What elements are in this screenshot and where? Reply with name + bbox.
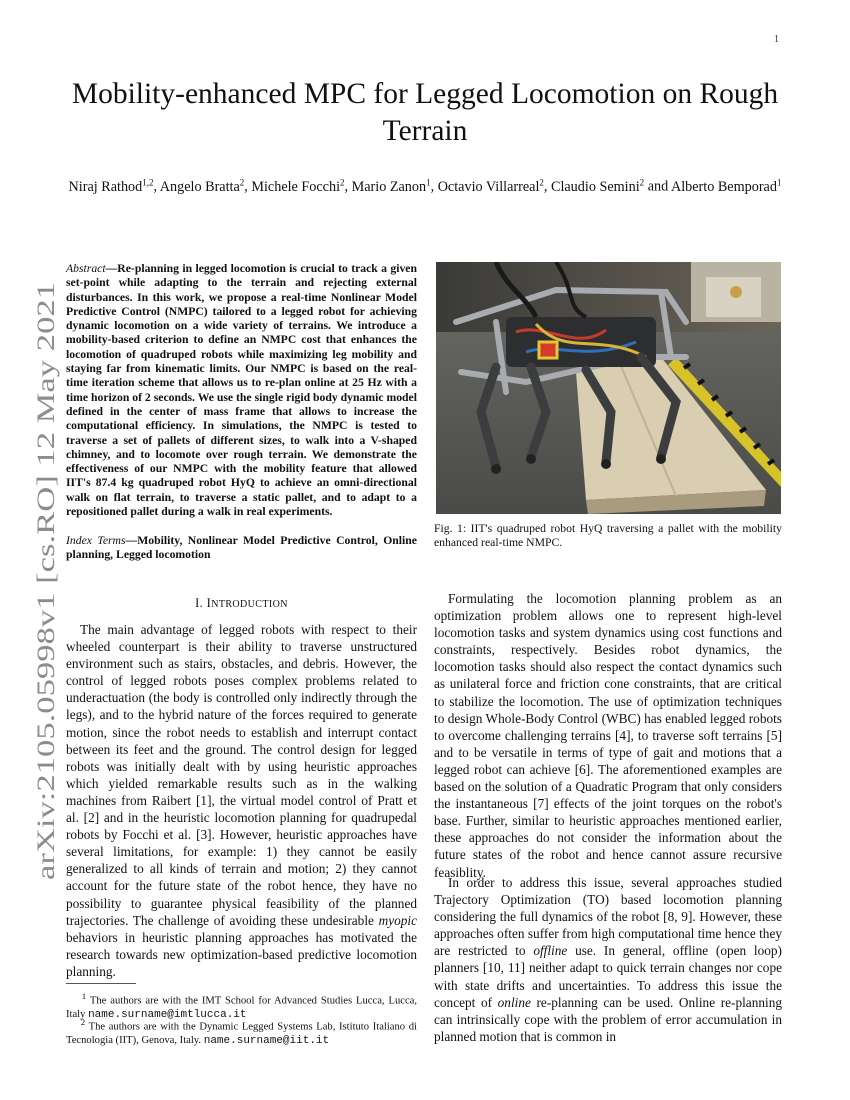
author-affiliation: 1: [426, 177, 431, 187]
author: Michele Focchi$^2$: [251, 177, 345, 195]
author: Mario Zanon$^1$: [351, 177, 431, 195]
figure-caption: Fig. 1: IIT's quadruped robot HyQ traversing a pallet with the mobility enhanced real-time NMPC.: [434, 522, 782, 550]
author: Octavio Villarreal$^2$: [437, 177, 544, 195]
author-affiliation: 2: [539, 177, 544, 187]
footnote-email: name.surname@imtlucca.it: [88, 1008, 247, 1021]
italic-term: online: [497, 994, 531, 1010]
robot-photo: [436, 262, 781, 514]
footnote-mark: 2: [80, 1017, 86, 1027]
right-paragraph-2: [434, 874, 782, 1045]
paper-title: Mobility-enhanced MPC for Legged Locomotion on Rough Terrain: [71, 78, 779, 147]
author-list: Niraj Rathod$^{1,2}$, Angelo Bratta$^2$, Michele Focchi$^2$, Mario Zanon$^1$, Octavio Villarreal$^2$, Claudio Semini$^2$ and Alberto Bemporad$^1$: [68, 177, 782, 195]
footnote-text: The authors are with the IMT School for Advanced Studies Lucca, Lucca, Italy: [66, 995, 417, 1020]
footnote-2: [66, 1016, 417, 1048]
arxiv-id: arXiv:2105.05998v1 [cs.RO] 12 May 2021: [31, 439, 60, 880]
index-terms-text: —Mobility, Nonlinear Model Predictive Control, Online planning, Legged locomotion: [66, 534, 417, 562]
section-heading: I. INTRODUCTION: [195, 596, 288, 610]
author-affiliation: 2: [340, 177, 345, 187]
footnote-rule: [66, 983, 136, 984]
intro-text: The main advantage of legged robots with respect to their wheeled counterpart is their ability to traverse unstructured environment such as stairs, obstacles, and debris. However, the control of legged robots poses complex problems related to underactuation (the body is controlled only indirectly through the legs), and to the hybrid nature of the forces required to generate motion, since the robot needs to establish and interrupt contact between its feet and the ground. The control design for legged robots was initially dealt with by using heuristic approaches which yielded remarkable results such as in the walking machines from Raibert [1], the virtual model control of Pratt et al. [2] and in the heuristic locomotion planning for quadrupedal robots by Focchi et al. [3]. However, heuristic approaches have several limitations, for example: 1) they cannot be easily generalized to all kinds of terrain and motion; 2) they cannot account for the future state of the robot hence, they have no possibility to guarantee physical feasibility of the planned trajectories. The challenge of avoiding these undesirable: [66, 622, 417, 928]
author-affiliation: 1: [776, 177, 782, 187]
text-segment: In order to address this issue, several approaches studied Trajectory Optimization (TO) based locomotion planning considering the full dynamics of the robot [8, 9]. However, these approaches often suffer from high computational time hence they are restricted to: [434, 875, 782, 959]
abstract-text: —Re-planning in legged locomotion is crucial to track a given set-point while adapting to the terrain and rejecting external disturbances. In this work, we propose a real-time Nonlinear Model Predictive Control (NMPC) tailored to a legged robot for achieving dynamic locomotion on a wide variety of terrains. We introduce a mobility-based criterion to define an NMPC cost that enhances the locomotion of quadruped robots while maximizing leg mobility and staying far from kinematic limits. Our NMPC is based on the real-time iteration scheme that allows us to re-plan online at 25 Hz with a time horizon of 2 seconds. We use the single rigid body dynamic model defined in the center of mass frame that allows to increase the computational efficiency. In simulations, the NMPC is tested to traverse a set of pallets of different sizes, to walk into a V-shaped chimney, and to locomote over rough terrain. We demonstrate the effectiveness of our NMPC with the mobility feature that allowed IIT's 87.4 kg quadruped robot HyQ to achieve an omni-directional walk on flat terrain, to traverse a static pallet, and to adapt to a repositioned pallet during a walk in real experiments.: [66, 262, 417, 519]
author-affiliation: 2: [639, 177, 645, 187]
footnote-mark: 1: [81, 991, 87, 1001]
author-affiliation: 1,2: [142, 177, 154, 187]
abstract-lead: Abstract: [66, 262, 106, 275]
arxiv-stamp: [14, 280, 64, 880]
intro-italic: myopic: [378, 912, 418, 928]
footnote-text: The authors are with the Dynamic Legged Systems Lab, Istituto Italiano di Tecnologia (IIT), Genova, Italy.: [66, 1021, 417, 1046]
italic-term: offline: [533, 943, 568, 959]
author-affiliation: 2: [239, 177, 245, 187]
index-terms: [66, 534, 417, 563]
right-paragraph-1: Formulating the locomotion planning problem as an optimization problem allows one to represent high-level locomotion tasks and system dynamics using cost functions and constraints, respectively. Besides robot dynamics, the locomotion tasks should also respect the contact dynamics such as unilateral force and friction cone constraints, that are critical to stabilize the locomotion. The use of optimization techniques to design Whole-Body Control (WBC) has enabled legged robots to overcome challenging terrains [4], to traverse soft terrains [5] and to be versatile in terms of type of gait and motions that a legged robot can achieve [6]. The aforementioned examples are based on the solution of a Quadratic Program that only considers the instantaneous [7] effects of the joint torques on the robot's base. Further, similar to heuristic approaches mentioned earlier, these approaches do not consider the information about the future states of the robot and hence cannot assure recursive feasiblity.: [434, 591, 782, 880]
intro-paragraph: [66, 621, 417, 980]
author: Angelo Bratta$^2$: [159, 177, 245, 195]
author: Niraj Rathod$^{1,2}$: [68, 177, 154, 195]
abstract: [66, 262, 417, 519]
author: Claudio Semini$^2$: [550, 177, 645, 195]
author: Alberto Bemporad$^1$: [670, 177, 782, 195]
intro-tail: behaviors in heuristic planning approaches has motivated the research towards new optimization-based predictive locomotion planning.: [66, 929, 417, 979]
page-number: 1: [774, 34, 779, 45]
footnote-email: name.surname@iit.it: [203, 1034, 330, 1047]
index-terms-lead: Index Terms: [66, 534, 126, 547]
text-segment: use. In general, offline (open loop) planners [10, 11] neither adapt to quick terrain changes nor cope with state drifts and uncertainties. To address this issue the concept of: [434, 943, 782, 1010]
text-segment: re-planning can be used. Online re-planning can intrinsically cope with the problem of error accumulation in planned motion that is common in: [434, 994, 782, 1044]
